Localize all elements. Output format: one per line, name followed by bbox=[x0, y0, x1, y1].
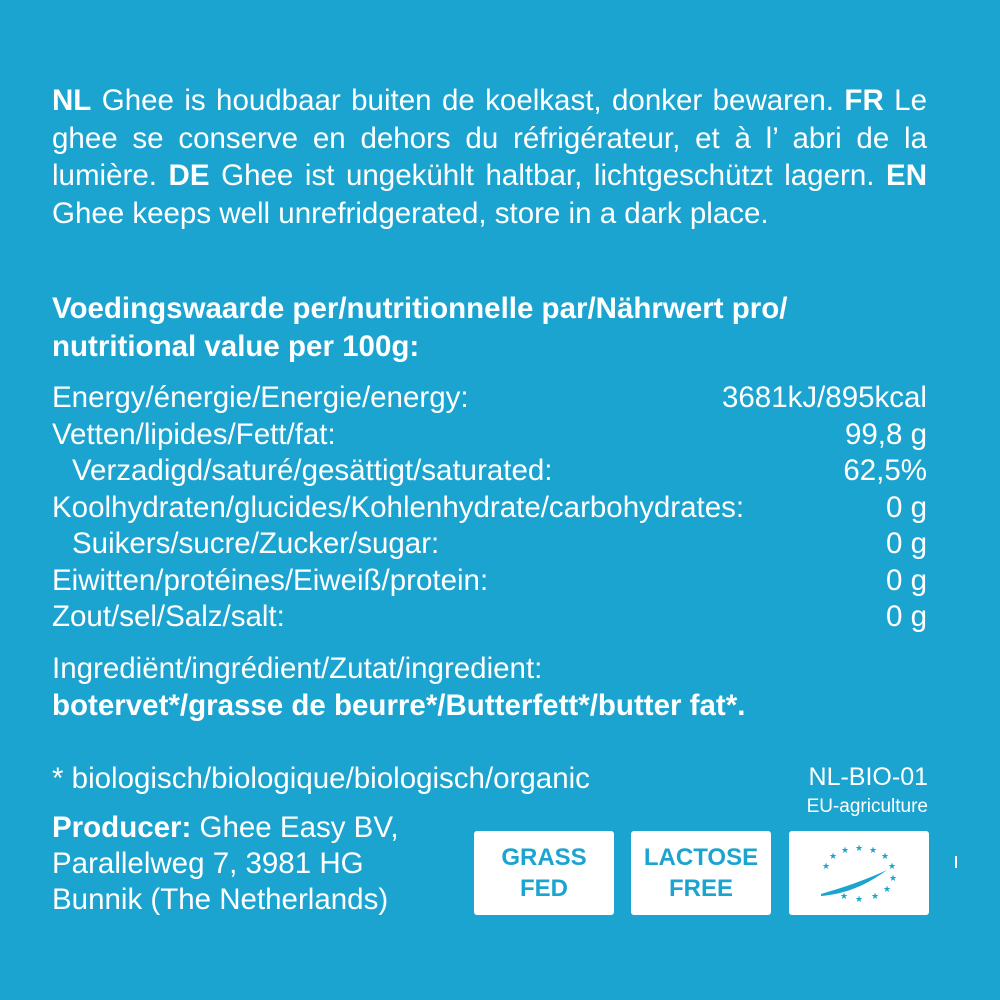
svg-text:★: ★ bbox=[839, 892, 849, 902]
grass-fed-line1: GRASS bbox=[501, 844, 587, 871]
nutrition-row-sugar bbox=[52, 526, 927, 563]
lang-code-fr: FR bbox=[844, 84, 884, 117]
producer-city: Bunnik (The Netherlands) bbox=[52, 883, 389, 916]
lang-code-de: DE bbox=[168, 159, 210, 192]
organic-footnote: * biologisch/biologique/biologisch/organic bbox=[52, 762, 590, 795]
nutrition-row-protein bbox=[52, 563, 927, 600]
eu-organic-leaf-icon bbox=[799, 836, 919, 910]
lactose-free-badge bbox=[631, 831, 771, 915]
svg-text:★: ★ bbox=[821, 862, 831, 872]
certification-code: NL-BIO-01 bbox=[808, 763, 928, 791]
storage-instructions bbox=[52, 82, 927, 232]
nutrition-label: Zout/sel/Salz/salt: bbox=[52, 600, 285, 633]
storage-text-de: Ghee ist ungekühlt haltbar, lichtgeschützt lagern. bbox=[221, 159, 875, 192]
svg-text:★: ★ bbox=[828, 852, 838, 862]
nutrition-heading bbox=[52, 290, 927, 365]
nutrition-heading-line1: Voedingswaarde per/nutritionnelle par/Nährwert pro/ bbox=[52, 292, 788, 325]
lactose-free-line2: FREE bbox=[668, 875, 733, 902]
nutrition-row-energy bbox=[52, 380, 927, 417]
ingredients-value: botervet*/grasse de beurre*/Butterfett*/butter fat*. bbox=[52, 689, 746, 722]
nutrition-value: 3681kJ/895kcal bbox=[721, 381, 927, 414]
storage-text-nl: Ghee is houdbaar buiten de koelkast, donker bewaren. bbox=[101, 84, 834, 117]
nutrition-value: 0 g bbox=[885, 527, 927, 560]
lactose-free-line1: LACTOSE bbox=[643, 844, 759, 871]
nutrition-value: 0 g bbox=[885, 600, 927, 633]
producer-address: Parallelweg 7, 3981 HG bbox=[52, 847, 364, 880]
lang-code-nl: NL bbox=[52, 84, 92, 117]
edge-mark bbox=[955, 856, 957, 868]
eu-organic-badge bbox=[789, 831, 929, 915]
nutrition-row-carbohydrates bbox=[52, 490, 927, 527]
grass-fed-line2: FED bbox=[520, 875, 568, 902]
svg-text:★: ★ bbox=[880, 852, 890, 862]
nutrition-table bbox=[52, 380, 927, 636]
svg-text:★: ★ bbox=[888, 874, 898, 884]
producer-name: Ghee Easy BV, bbox=[199, 811, 399, 844]
nutrition-value: 99,8 g bbox=[844, 417, 927, 451]
producer-block bbox=[52, 810, 399, 918]
nutrition-label: Koolhydraten/glucides/Kohlenhydrate/carbohydrates: bbox=[52, 490, 745, 524]
svg-text:★: ★ bbox=[868, 846, 878, 856]
nutrition-value: 0 g bbox=[885, 563, 927, 597]
storage-text-en: Ghee keeps well unrefridgerated, store in a dark place. bbox=[52, 196, 769, 230]
nutrition-value: 0 g bbox=[885, 490, 927, 524]
nutrition-label: Eiwitten/protéines/Eiweiß/protein: bbox=[52, 563, 489, 597]
lang-code-en: EN bbox=[886, 159, 928, 192]
nutrition-row-fat bbox=[52, 417, 927, 454]
svg-text:★: ★ bbox=[882, 885, 892, 895]
nutrition-label: Verzadigd/saturé/gesättigt/saturated: bbox=[72, 454, 553, 487]
nutrition-row-saturated bbox=[52, 453, 927, 490]
nutrition-value: 62,5% bbox=[843, 454, 927, 487]
svg-text:★: ★ bbox=[840, 846, 850, 856]
ingredients-block bbox=[52, 650, 927, 724]
storage-text-fr: Le ghee se conserve en dehors du réfrigérateur, et à l’ abri de la lumière. bbox=[52, 84, 927, 192]
svg-text:★: ★ bbox=[854, 844, 864, 854]
svg-text:★: ★ bbox=[887, 862, 897, 872]
nutrition-label: Vetten/lipides/Fett/fat: bbox=[52, 417, 336, 451]
nutrition-label: Energy/énergie/Energie/energy: bbox=[52, 381, 469, 414]
ingredients-label: Ingrediënt/ingrédient/Zutat/ingredient: bbox=[52, 652, 543, 685]
nutrition-heading-line2: nutritional value per 100g: bbox=[52, 329, 420, 363]
svg-text:★: ★ bbox=[854, 895, 864, 905]
grass-fed-badge bbox=[474, 831, 614, 915]
nutrition-label: Suikers/sucre/Zucker/sugar: bbox=[72, 527, 440, 560]
producer-label: Producer: bbox=[52, 811, 192, 844]
svg-text:★: ★ bbox=[870, 892, 880, 902]
nutrition-row-salt bbox=[52, 599, 927, 636]
certification-origin: EU-agriculture bbox=[806, 796, 928, 817]
